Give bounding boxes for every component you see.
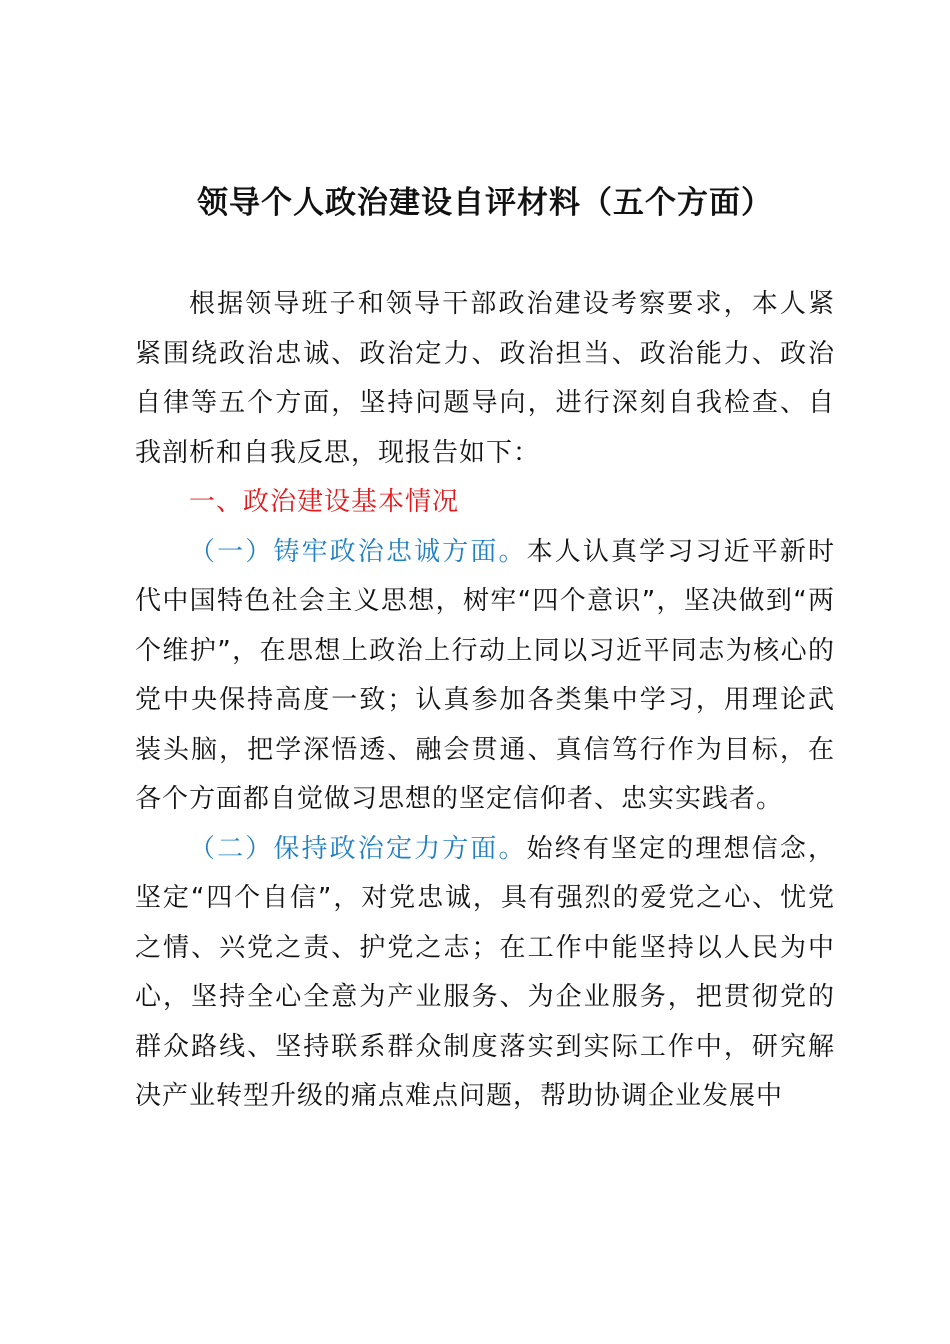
subheading-political-loyalty: （一）铸牢政治忠诚方面。	[189, 536, 527, 567]
paragraph-political-resolve	[135, 825, 835, 1122]
intro-paragraph: 根据领导班子和领导干部政治建设考察要求，本人紧紧围绕政治忠诚、政治定力、政治担当、政治能力、政治自律等五个方面，坚持问题导向，进行深刻自我检查、自我剖析和自我反思，现报告如下：	[135, 289, 835, 468]
document-title: 领导个人政治建设自评材料（五个方面）	[197, 185, 773, 221]
subheading-political-resolve: （二）保持政治定力方面。	[189, 833, 527, 864]
section-heading	[135, 478, 835, 528]
document-body	[135, 280, 835, 1122]
section-heading-text: 一、政治建设基本情况	[189, 487, 460, 517]
text-political-resolve: 始终有坚定的理想信念，坚定“四个自信”，对党忠诚，具有强烈的爱党之心、忧党之情、兴党之责、护党之志；在工作中能坚持以人民为中心，坚持全心全意为产业服务、为企业服务，把贯彻党的群众路线、坚持联系群众制度落实到实际工作中，研究解决产业转型升级的痛点难点问题，帮助协调企业发展中	[135, 833, 835, 1111]
paragraph-political-loyalty	[135, 528, 835, 825]
text-political-loyalty: 本人认真学习习近平新时代中国特色社会主义思想，树牢“四个意识”，坚决做到“两个维护”，在思想上政治上行动上同以习近平同志为核心的党中央保持高度一致；认真参加各类集中学习，用理论武装头脑，把学深悟透、融会贯通、真信笃行作为目标，在各个方面都自觉做习思想的坚定信仰者、忠实实践者。	[135, 536, 835, 814]
